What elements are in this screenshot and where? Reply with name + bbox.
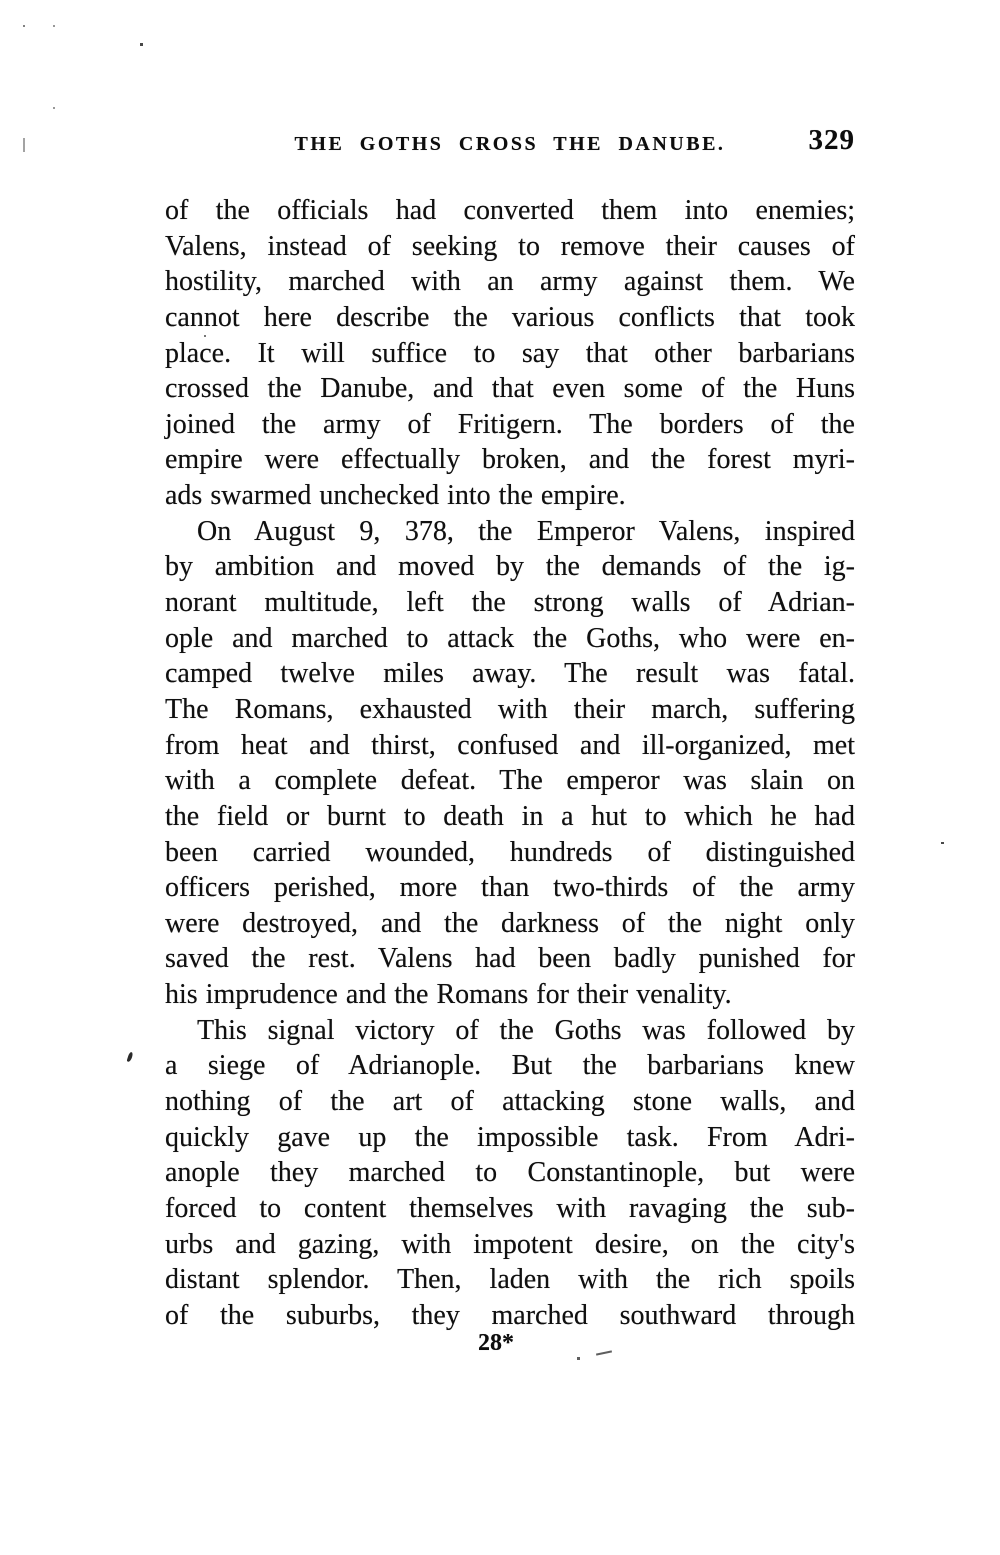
text-line: were destroyed, and the darkness of the night only (165, 907, 855, 939)
text-line: ople and marched to attack the Goths, who were en- (165, 622, 855, 654)
text-line: hostility, marched with an army against them. We (165, 266, 855, 298)
scan-speck (941, 842, 944, 844)
text-line: This signal victory of the Goths was followed by (197, 1014, 855, 1046)
scan-speck (204, 335, 206, 337)
text-line: officers perished, more than two-thirds of the army (165, 872, 855, 904)
text-line: cannot here describe the various conflicts that took (165, 301, 855, 333)
text-line: crossed the Danube, and that even some of the Huns (165, 373, 855, 405)
text-line: camped twelve miles away. The result was fatal. (165, 658, 855, 690)
running-header-title: THE GOTHS CROSS THE DANUBE. (294, 133, 726, 155)
page-number: 329 (808, 124, 855, 156)
page-text (165, 193, 855, 1334)
text-line: saved the rest. Valens had been badly punished for (165, 943, 855, 975)
text-line: with a complete defeat. The emperor was slain on (165, 765, 855, 797)
text-line: ads swarmed unchecked into the empire. (165, 480, 626, 512)
text-line: place. It will suffice to say that other barbarians (165, 337, 855, 369)
text-line: forced to content themselves with ravaging the sub- (165, 1192, 855, 1224)
text-line: the field or burnt to death in a hut to which he had (165, 800, 855, 832)
text-line: urbs and gazing, with impotent desire, on the city's (165, 1228, 855, 1260)
scan-speck (577, 1357, 580, 1360)
margin-comma-mark (127, 1052, 134, 1063)
scan-speck (53, 107, 55, 109)
scan-speck (140, 43, 143, 46)
text-line: The Romans, exhausted with their march, suffering (165, 693, 855, 725)
paragraph-2 (165, 514, 855, 1013)
text-line: On August 9, 378, the Emperor Valens, inspired (197, 515, 855, 547)
text-line: joined the army of Fritigern. The borders of the (165, 408, 855, 440)
paragraph-1 (165, 193, 855, 514)
text-line: by ambition and moved by the demands of the ig- (165, 551, 855, 583)
text-line: been carried wounded, hundreds of distinguished (165, 836, 855, 868)
text-line: norant multitude, left the strong walls of Adrian- (165, 587, 855, 619)
text-line: quickly gave up the impossible task. From Adri- (165, 1121, 855, 1153)
text-line: empire were effectually broken, and the forest myri- (165, 444, 855, 476)
text-line: a siege of Adrianople. But the barbarians knew (165, 1050, 855, 1082)
text-line: Valens, instead of seeking to remove their causes of (165, 230, 855, 262)
scan-speck (23, 25, 25, 27)
text-line: of the officials had converted them into enemies; (165, 195, 855, 226)
text-line: anople they marched to Constantinople, but were (165, 1157, 855, 1189)
scan-streak (23, 138, 25, 152)
text-line: nothing of the art of attacking stone walls, and (165, 1086, 855, 1118)
text-line: from heat and thirst, confused and ill-organized, met (165, 729, 855, 761)
text-line: distant splendor. Then, laden with the rich spoils (165, 1264, 855, 1296)
text-line: of the suburbs, they marched southward through (165, 1299, 855, 1331)
signature-mark: 28* (478, 1330, 514, 1356)
scan-speck (53, 25, 55, 27)
paragraph-3 (165, 1013, 855, 1334)
text-line: his imprudence and the Romans for their venality. (165, 979, 732, 1011)
